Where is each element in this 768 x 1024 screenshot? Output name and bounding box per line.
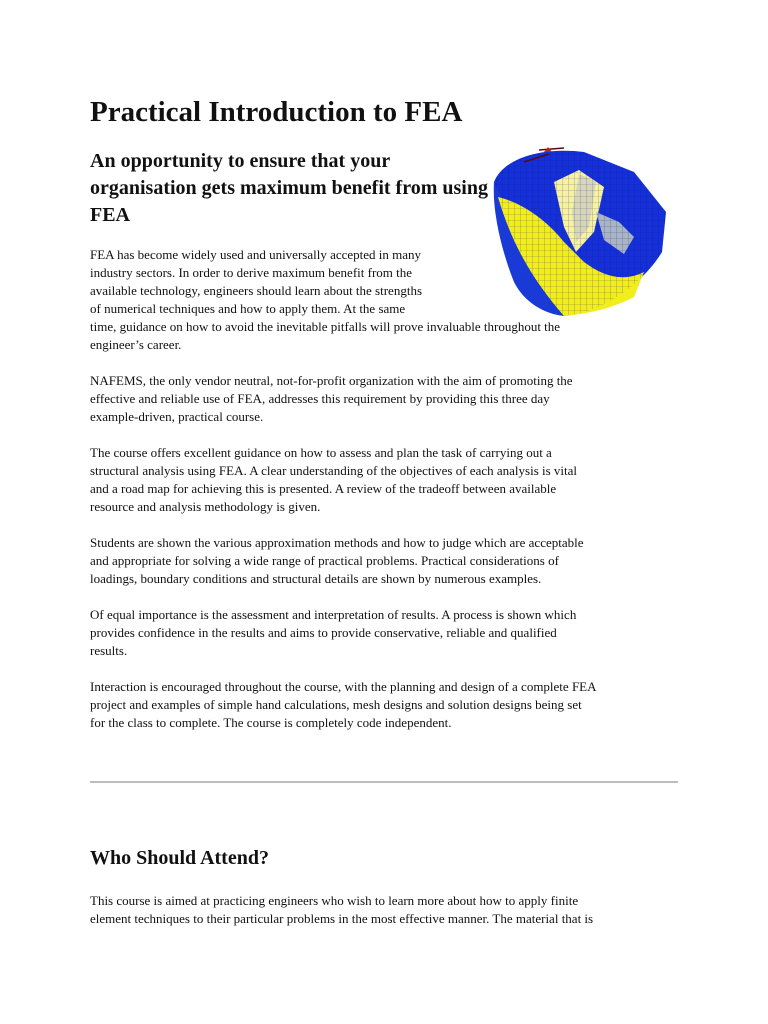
intro-line: FEA has become widely used and universally accepted in many — [90, 247, 422, 262]
text-line: This course is aimed at practicing engineers who wish to learn more about how to apply finite — [90, 893, 579, 908]
text-line: Interaction is encouraged throughout the course, with the planning and design of a complete FEA — [90, 679, 597, 694]
document-title: Practical Introduction to FEA — [90, 96, 463, 128]
text-line: NAFEMS, the only vendor neutral, not-for-profit organization with the aim of promoting the — [90, 373, 573, 388]
text-line: effective and reliable use of FEA, addresses this requirement by providing this three day — [90, 391, 550, 406]
text-line: and a road map for achieving this is presented. A review of the tradeoff between available — [90, 481, 557, 496]
text-line: results. — [90, 643, 128, 658]
intro-paragraph-continued — [90, 318, 680, 354]
intro-line: available technology, engineers should learn about the strengths — [90, 283, 423, 298]
paragraph-who-should-attend — [90, 892, 680, 928]
text-line: for the class to complete. The course is completely code independent. — [90, 715, 452, 730]
paragraph-interaction — [90, 678, 680, 732]
paragraph-nafems — [90, 372, 680, 426]
text-line: element techniques to their particular problems in the most effective manner. The material that is — [90, 911, 594, 926]
text-line: loadings, boundary conditions and structural details are shown by numerous examples. — [90, 571, 542, 586]
text-line: The course offers excellent guidance on how to assess and plan the task of carrying out a — [90, 445, 552, 460]
intro-line: time, guidance on how to avoid the inevitable pitfalls will prove invaluable throughout the — [90, 319, 561, 334]
document-subtitle: An opportunity to ensure that your organisation gets maximum benefit from using FEA — [90, 150, 488, 226]
paragraph-approximation — [90, 534, 680, 588]
text-line: and appropriate for solving a wide range of practical problems. Practical considerations of — [90, 553, 559, 568]
text-line: structural analysis using FEA. A clear understanding of the objectives of each analysis is vital — [90, 463, 578, 478]
intro-line: industry sectors. In order to derive maximum benefit from the — [90, 265, 413, 280]
text-line: Students are shown the various approximation methods and how to judge which are acceptable — [90, 535, 584, 550]
text-line: provides confidence in the results and aims to provide conservative, reliable and qualified — [90, 625, 557, 640]
text-line: example-driven, practical course. — [90, 409, 264, 424]
intro-content — [90, 246, 680, 732]
paragraph-assessment — [90, 606, 680, 660]
intro-line: of numerical techniques and how to apply them. At the same — [90, 301, 406, 316]
section-divider — [90, 781, 678, 783]
text-line: Of equal importance is the assessment and interpretation of results. A process is shown which — [90, 607, 577, 622]
text-line: resource and analysis methodology is given. — [90, 499, 321, 514]
section-heading-who-should-attend: Who Should Attend? — [90, 847, 269, 869]
intro-paragraph — [90, 246, 475, 318]
paragraph-course-guidance — [90, 444, 680, 516]
text-line: project and examples of simple hand calculations, mesh designs and solution designs being set — [90, 697, 582, 712]
intro-line: engineer’s career. — [90, 337, 182, 352]
